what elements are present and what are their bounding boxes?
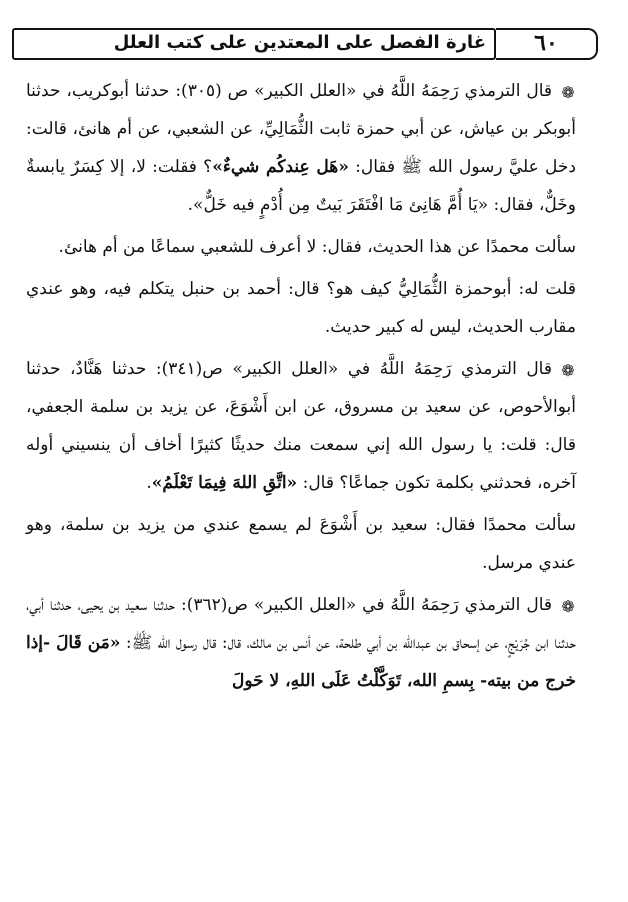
paragraph-text: قال الترمذي رَحِمَهُ اللَّهُ في «العلل الكبير» ص(٣٦٢): حدثنا سعيد بن يحيى، حدثنا أبي، حدثنا ابن جُرَيْجٍ، عن إسحاق بن عبدالله بن أبي طلحة، عن أنس بن مالك، قال: قال رسول الله ﷺ:	[26, 595, 576, 653]
page-body	[26, 72, 576, 700]
book-title: غارة الفصل على المعتدين على كتب العلل	[113, 32, 486, 53]
paragraph-text: قال الترمذي رَحِمَهُ اللَّهُ في «العلل الكبير» ص(٣٤١): حدثنا هَنَّادٌ، حدثنا أبوالأحوص، عن سعيد بن مسروق، عن ابن أَشْوَعَ، عن يزيد بن سلمة الجعفي، قال: قلت: يا رسول الله إني سمعت منك حديثًا كثيرًا أخاف أن ينسيني أوله آخره، فحدثني بكلمة تكون جماعًا؟ قال:	[26, 359, 576, 493]
paragraph-4	[26, 350, 576, 502]
hadith-quote: «اتَّقِ اللهَ فِيمَا تَعْلَمُ»	[151, 473, 298, 493]
page-number: ٦٠	[534, 30, 558, 56]
paragraph-2	[26, 228, 576, 266]
paragraph-5	[26, 506, 576, 582]
paragraph-3	[26, 270, 576, 346]
hadith-quote: «مَن قَالَ -إذا خرج من بيته- بِسمِ الله، تَوَكَّلْتُ عَلَى اللهِ، لا حَولَ	[26, 633, 576, 691]
paragraph-1	[26, 72, 576, 224]
paragraph-text: قلت له: أبوحمزة الثُّمَالِيُّ كيف هو؟ قال: أحمد بن حنبل يتكلم فيه، وهو عندي مقارب الحديث، ليس له كبير حديث.	[26, 279, 576, 337]
running-header	[12, 28, 614, 62]
paragraph-text: سألت محمدًا عن هذا الحديث، فقال: لا أعرف للشعبي سماعًا من أم هانئ.	[58, 237, 576, 257]
flower-ornament-icon: ❁	[561, 361, 575, 380]
hadith-quote: «هَل عِندكُم شيءٌ»	[212, 157, 349, 177]
flower-ornament-icon: ❁	[561, 597, 575, 616]
paragraph-tail: .	[146, 473, 152, 493]
paragraph-tail: ؟ فقلت: لا، إلا كِسَرٌ يابسةٌ وخَلٌّ، فقال: «يَا أُمَّ هَانِئ مَا افْتَقَرَ بَيتٌ مِن أُدْمٍ فيه خَلٌّ».	[26, 157, 576, 215]
paragraph-6	[26, 586, 576, 700]
paragraph-text: سألت محمدًا فقال: سعيد بن أَشْوَعَ لم يسمع عندي من يزيد بن سلمة، وهو عندي مرسل.	[26, 515, 576, 573]
paragraph-text: قال الترمذي رَحِمَهُ اللَّهُ في «العلل الكبير» ص (٣٠٥): حدثنا أبوكريب، حدثنا أبوبكر بن عياش، عن أبي حمزة ثابت الثُّمَالِيِّ، عن الشعبي، عن أم هانئ، قالت: دخل عليَّ رسول الله ﷺ فقال:	[26, 81, 577, 177]
flower-ornament-icon: ❁	[561, 83, 575, 102]
